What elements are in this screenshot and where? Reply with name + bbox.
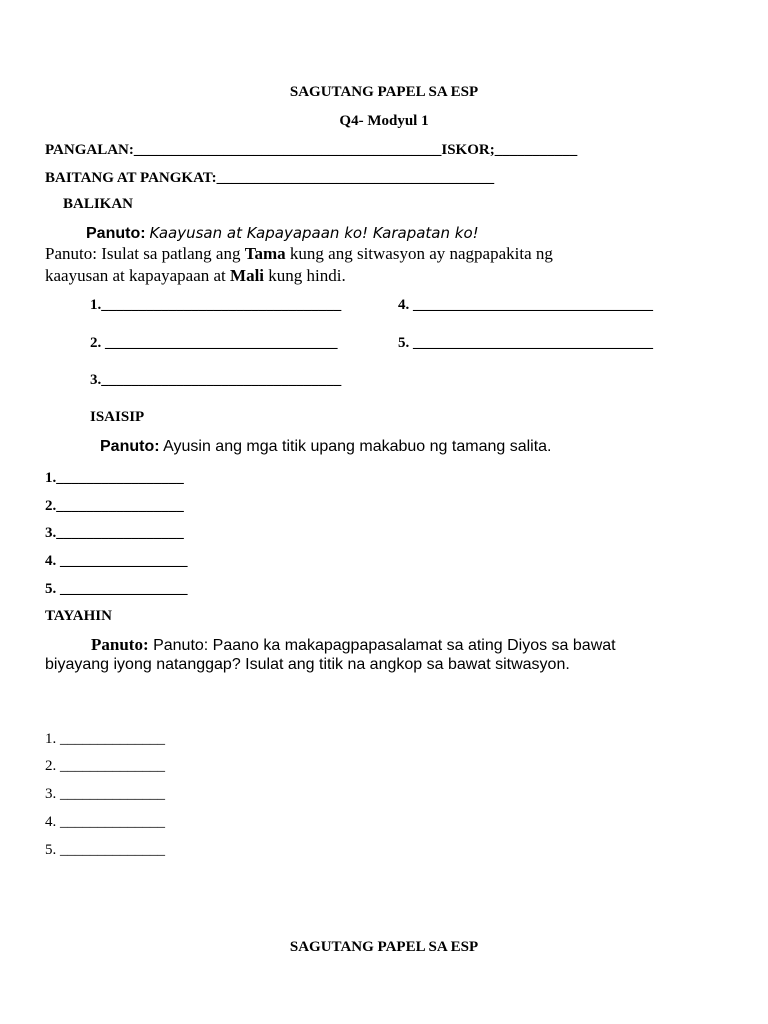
isaisip-answer-2[interactable]: 2._________________ <box>45 498 184 514</box>
balikan-instruction-line-2 <box>45 266 346 286</box>
instruction-text: kung hindi. <box>264 266 346 285</box>
tayahin-answer-2[interactable]: 2. ______________ <box>45 758 165 774</box>
section-heading-balikan: BALIKAN <box>63 196 134 212</box>
isaisip-answer-5[interactable]: 5. _________________ <box>45 581 188 597</box>
section-heading-isaisip: ISAISIP <box>90 409 145 425</box>
page-title: SAGUTANG PAPEL SA ESP <box>289 84 479 100</box>
balikan-answer-3[interactable]: 3.________________________________ <box>90 372 342 388</box>
panuto-text: Ayusin ang mga titik upang makabuo ng tamang salita. <box>159 438 552 455</box>
tayahin-answer-4[interactable]: 4. ______________ <box>45 814 165 830</box>
instruction-text: Panuto: Isulat sa patlang ang <box>45 244 245 263</box>
panuto-label: Panuto: <box>86 225 146 242</box>
instruction-text: kaayusan at kapayapaan at <box>45 266 231 285</box>
tayahin-answer-3[interactable]: 3. ______________ <box>45 786 165 802</box>
instruction-text: kung ang sitwasyon ay nagpapakita ng <box>285 244 553 263</box>
balikan-answer-5[interactable]: 5. ________________________________ <box>398 335 653 351</box>
module-label: Q4- Modyul 1 <box>339 113 429 129</box>
balikan-answer-1[interactable]: 1.________________________________ <box>90 297 342 313</box>
footer-title: SAGUTANG PAPEL SA ESP <box>289 939 479 955</box>
grade-section-line: BAITANG AT PANGKAT:_____________________________________ <box>45 170 495 186</box>
instruction-text: Panuto: Paano ka makapagpapasalamat sa ating Diyos sa bawat <box>148 637 616 654</box>
instruction-bold: Tama <box>244 244 286 263</box>
isaisip-answer-1[interactable]: 1._________________ <box>45 470 184 486</box>
panuto-title: Kaayusan at Kapayapaan ko! Karapatan ko! <box>149 224 479 242</box>
isaisip-answer-3[interactable]: 3._________________ <box>45 525 184 541</box>
balikan-panuto <box>86 224 479 243</box>
panuto-label: Panuto: <box>100 438 160 455</box>
tayahin-instruction-line-1 <box>91 635 616 655</box>
tayahin-answer-1[interactable]: 1. ______________ <box>45 731 165 747</box>
tayahin-answer-5[interactable]: 5. ______________ <box>45 842 165 858</box>
balikan-instruction-line-1 <box>45 244 553 264</box>
tayahin-instruction-line-2: biyayang iyong natanggap? Isulat ang titik na angkop sa bawat sitwasyon. <box>45 656 570 673</box>
balikan-answer-4[interactable]: 4. ________________________________ <box>398 297 653 313</box>
isaisip-answer-4[interactable]: 4. _________________ <box>45 553 188 569</box>
isaisip-panuto <box>100 438 552 456</box>
instruction-bold: Mali <box>230 266 265 285</box>
panuto-label: Panuto: <box>91 635 149 654</box>
section-heading-tayahin: TAYAHIN <box>45 608 112 624</box>
balikan-answer-2[interactable]: 2. _______________________________ <box>90 335 338 351</box>
name-score-line: PANGALAN:_________________________________________ISKOR;___________ <box>45 142 578 158</box>
